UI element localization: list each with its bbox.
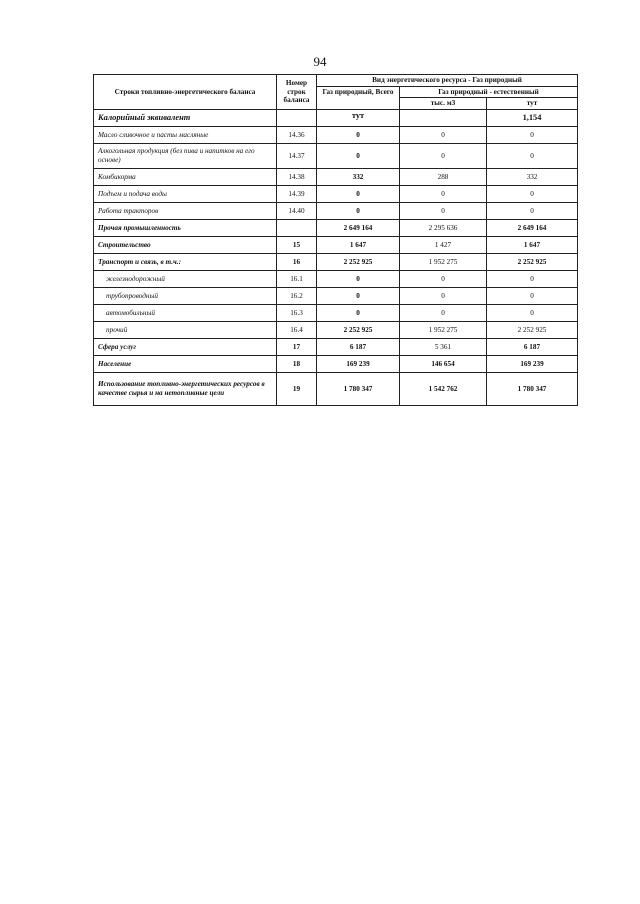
- row-value: 0: [487, 143, 578, 168]
- table-row: [94, 168, 578, 185]
- row-value: 0: [317, 126, 400, 143]
- row-value: 0: [400, 287, 487, 304]
- row-value: 2 649 164: [487, 219, 578, 236]
- row-value: 5 361: [400, 338, 487, 355]
- row-value: 0: [400, 185, 487, 202]
- row-value: 0: [317, 287, 400, 304]
- row-label: Строительство: [94, 236, 277, 253]
- table-row: [94, 355, 578, 372]
- row-code: 14.38: [277, 168, 317, 185]
- row-code: 14.36: [277, 126, 317, 143]
- row-value: 0: [317, 270, 400, 287]
- row-label: Сфера услуг: [94, 338, 277, 355]
- row-value: 0: [400, 143, 487, 168]
- table-row: [94, 202, 578, 219]
- row-value: 0: [487, 287, 578, 304]
- table-row: [94, 372, 578, 405]
- row-code: 18: [277, 355, 317, 372]
- row-value: 0: [487, 185, 578, 202]
- row-value: 6 187: [487, 338, 578, 355]
- row-label: трубопроводный: [94, 287, 277, 304]
- row-label: Масло сливочное и пасты масляные: [94, 126, 277, 143]
- row-value: 0: [487, 126, 578, 143]
- row-value: 332: [317, 168, 400, 185]
- table-row: [94, 236, 578, 253]
- table-row: [94, 321, 578, 338]
- row-code: [277, 219, 317, 236]
- row-code: 14.40: [277, 202, 317, 219]
- row-label: прочий: [94, 321, 277, 338]
- table-row: [94, 304, 578, 321]
- row-value: 6 187: [317, 338, 400, 355]
- calorific-label: Калорийный эквивалент: [94, 109, 277, 126]
- table-row: [94, 126, 578, 143]
- header-col-natural: Газ природный - естественный: [400, 86, 578, 98]
- row-value: 0: [400, 270, 487, 287]
- row-value: 2 252 925: [487, 321, 578, 338]
- row-code: 17: [277, 338, 317, 355]
- row-code: 16.2: [277, 287, 317, 304]
- unit-tut-total: тут: [317, 109, 400, 126]
- row-value: 1 647: [317, 236, 400, 253]
- table-row: [94, 287, 578, 304]
- table-row: [94, 219, 578, 236]
- row-code: 19: [277, 372, 317, 405]
- table-row: [94, 270, 578, 287]
- row-label: автомобильный: [94, 304, 277, 321]
- row-value: 0: [317, 143, 400, 168]
- row-value: 1 647: [487, 236, 578, 253]
- row-label: Работа тракторов: [94, 202, 277, 219]
- row-value: 0: [487, 202, 578, 219]
- row-value: 0: [487, 304, 578, 321]
- row-value: 1 780 347: [317, 372, 400, 405]
- row-value: 1 780 347: [487, 372, 578, 405]
- row-label: Прочая промышленность: [94, 219, 277, 236]
- row-value: 1 952 275: [400, 253, 487, 270]
- row-code: 16.3: [277, 304, 317, 321]
- row-value: 2 649 164: [317, 219, 400, 236]
- row-value: 0: [317, 185, 400, 202]
- row-value: 0: [487, 270, 578, 287]
- unit-tut: тут: [487, 98, 578, 110]
- header-resource-label: Вид энергетического ресурса - Газ природный: [317, 75, 578, 87]
- row-value: 2 252 925: [317, 321, 400, 338]
- fuel-energy-balance-table: [93, 74, 578, 406]
- row-value: 332: [487, 168, 578, 185]
- table-row: [94, 185, 578, 202]
- row-value: 0: [317, 202, 400, 219]
- row-value: 2 252 925: [487, 253, 578, 270]
- row-code: 15: [277, 236, 317, 253]
- calorific-value: 1,154: [487, 109, 578, 126]
- table-row: [94, 338, 578, 355]
- row-code: 14.39: [277, 185, 317, 202]
- table-row: [94, 253, 578, 270]
- row-code: 14.37: [277, 143, 317, 168]
- unit-thousand-m3: тыс. м3: [400, 98, 487, 110]
- row-value: 0: [400, 304, 487, 321]
- row-value: 2 295 636: [400, 219, 487, 236]
- row-label: Алкогольная продукция (без пива и напитков на его основе): [94, 143, 277, 168]
- row-code: 16: [277, 253, 317, 270]
- row-value: 1 952 275: [400, 321, 487, 338]
- header-col-total: Газ природный, Всего: [317, 86, 400, 109]
- header-code-label: Номер строк баланса: [277, 75, 317, 110]
- row-value: 146 654: [400, 355, 487, 372]
- row-label: Подъем и подача воды: [94, 185, 277, 202]
- row-value: 169 239: [487, 355, 578, 372]
- row-code: 16.4: [277, 321, 317, 338]
- page-number: 94: [313, 54, 327, 69]
- row-label: Население: [94, 355, 277, 372]
- row-label: Использование топливно-энергетических ресурсов в качестве сырья и на нетопливные цели: [94, 372, 277, 405]
- row-label: Комбикорма: [94, 168, 277, 185]
- row-code: 16.1: [277, 270, 317, 287]
- row-value: 1 542 762: [400, 372, 487, 405]
- row-label: Транспорт и связь, в т.ч.:: [94, 253, 277, 270]
- row-value: 0: [400, 126, 487, 143]
- row-value: 0: [400, 202, 487, 219]
- row-label: железнодорожный: [94, 270, 277, 287]
- row-value: 1 427: [400, 236, 487, 253]
- row-value: 169 239: [317, 355, 400, 372]
- row-value: 2 252 925: [317, 253, 400, 270]
- row-value: 288: [400, 168, 487, 185]
- header-row-label: Строки топливно-энергетического баланса: [94, 75, 277, 110]
- row-value: 0: [317, 304, 400, 321]
- table-row: [94, 143, 578, 168]
